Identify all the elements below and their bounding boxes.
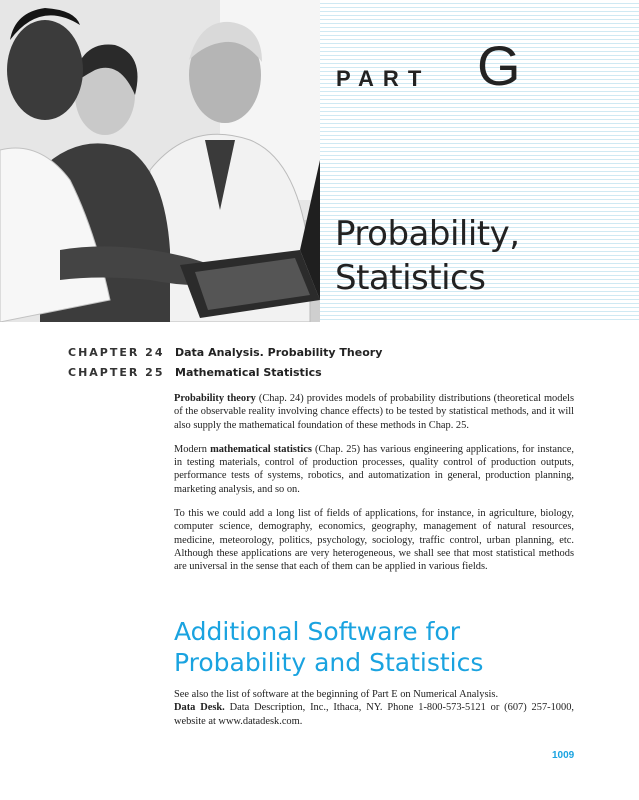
chapter-list [68, 342, 382, 382]
chapter-number: CHAPTER 24 [68, 345, 165, 359]
chapter-row [68, 362, 382, 382]
part-title-line2: Statistics [335, 258, 486, 298]
software-intro: See also the list of software at the beginning of Part E on Numerical Analysis. [174, 689, 499, 700]
paragraph-text: Modern [174, 443, 211, 455]
paragraph-text: (Chap. 24) provides models of probability distributions (theoretical models of the observable reality involving chance effects) to be tested by statistical methods, and it will also supply the mathematical foundation of these methods in Chap. 25. [174, 393, 574, 431]
term-probability-theory: Probability theory [174, 393, 256, 404]
software-entry [174, 701, 574, 728]
intro-text [174, 392, 574, 585]
software-section [174, 688, 574, 728]
chapter-row [68, 342, 382, 362]
paragraph-applications: To this we could add a long list of fields of applications, for instance, in agriculture, biology, computer science, demography, economics, geography, management of natural resources, medicine, meteorology, politics, psychology, sociology, traffic control, urban planning, etc. Although these applications are very heterogeneous, we shall see that most statistical methods are universal in the sense that each of them can be applied in various fields. [174, 508, 574, 573]
paragraph-text: (Chap. 25) has various engineering applications, for instance, in testing materials, control of production processes, quality control of production outputs, performance tests of systems, robotics, and automatization in general, production planning, marketing analysis, and so on. [174, 443, 575, 495]
section-heading [174, 616, 483, 678]
people-at-laptop-image [0, 0, 320, 322]
cover-photo [0, 0, 320, 322]
term-mathematical-statistics: mathematical statistics [210, 443, 312, 455]
part-title [335, 212, 520, 300]
chapter-number: CHAPTER 25 [68, 365, 165, 379]
chapter-title: Mathematical Statistics [175, 365, 322, 379]
software-name: Data Desk. [174, 702, 225, 714]
part-label: PART [336, 66, 431, 91]
chapter-title: Data Analysis. Probability Theory [175, 345, 383, 359]
software-details: Data Description, Inc., Ithaca, NY. Phone 1-800-573-5121 or (607) 257-1000, website at www.datadesk.com. [174, 702, 574, 727]
part-letter: G [477, 34, 521, 97]
paragraph-mathematical-statistics [174, 443, 574, 496]
section-heading-line1: Additional Software for [174, 617, 460, 646]
section-heading-line2: Probability and Statistics [174, 648, 484, 677]
part-title-line1: Probability, [335, 214, 520, 254]
paragraph-probability-theory [174, 392, 574, 432]
page-number: 1009 [552, 750, 575, 761]
